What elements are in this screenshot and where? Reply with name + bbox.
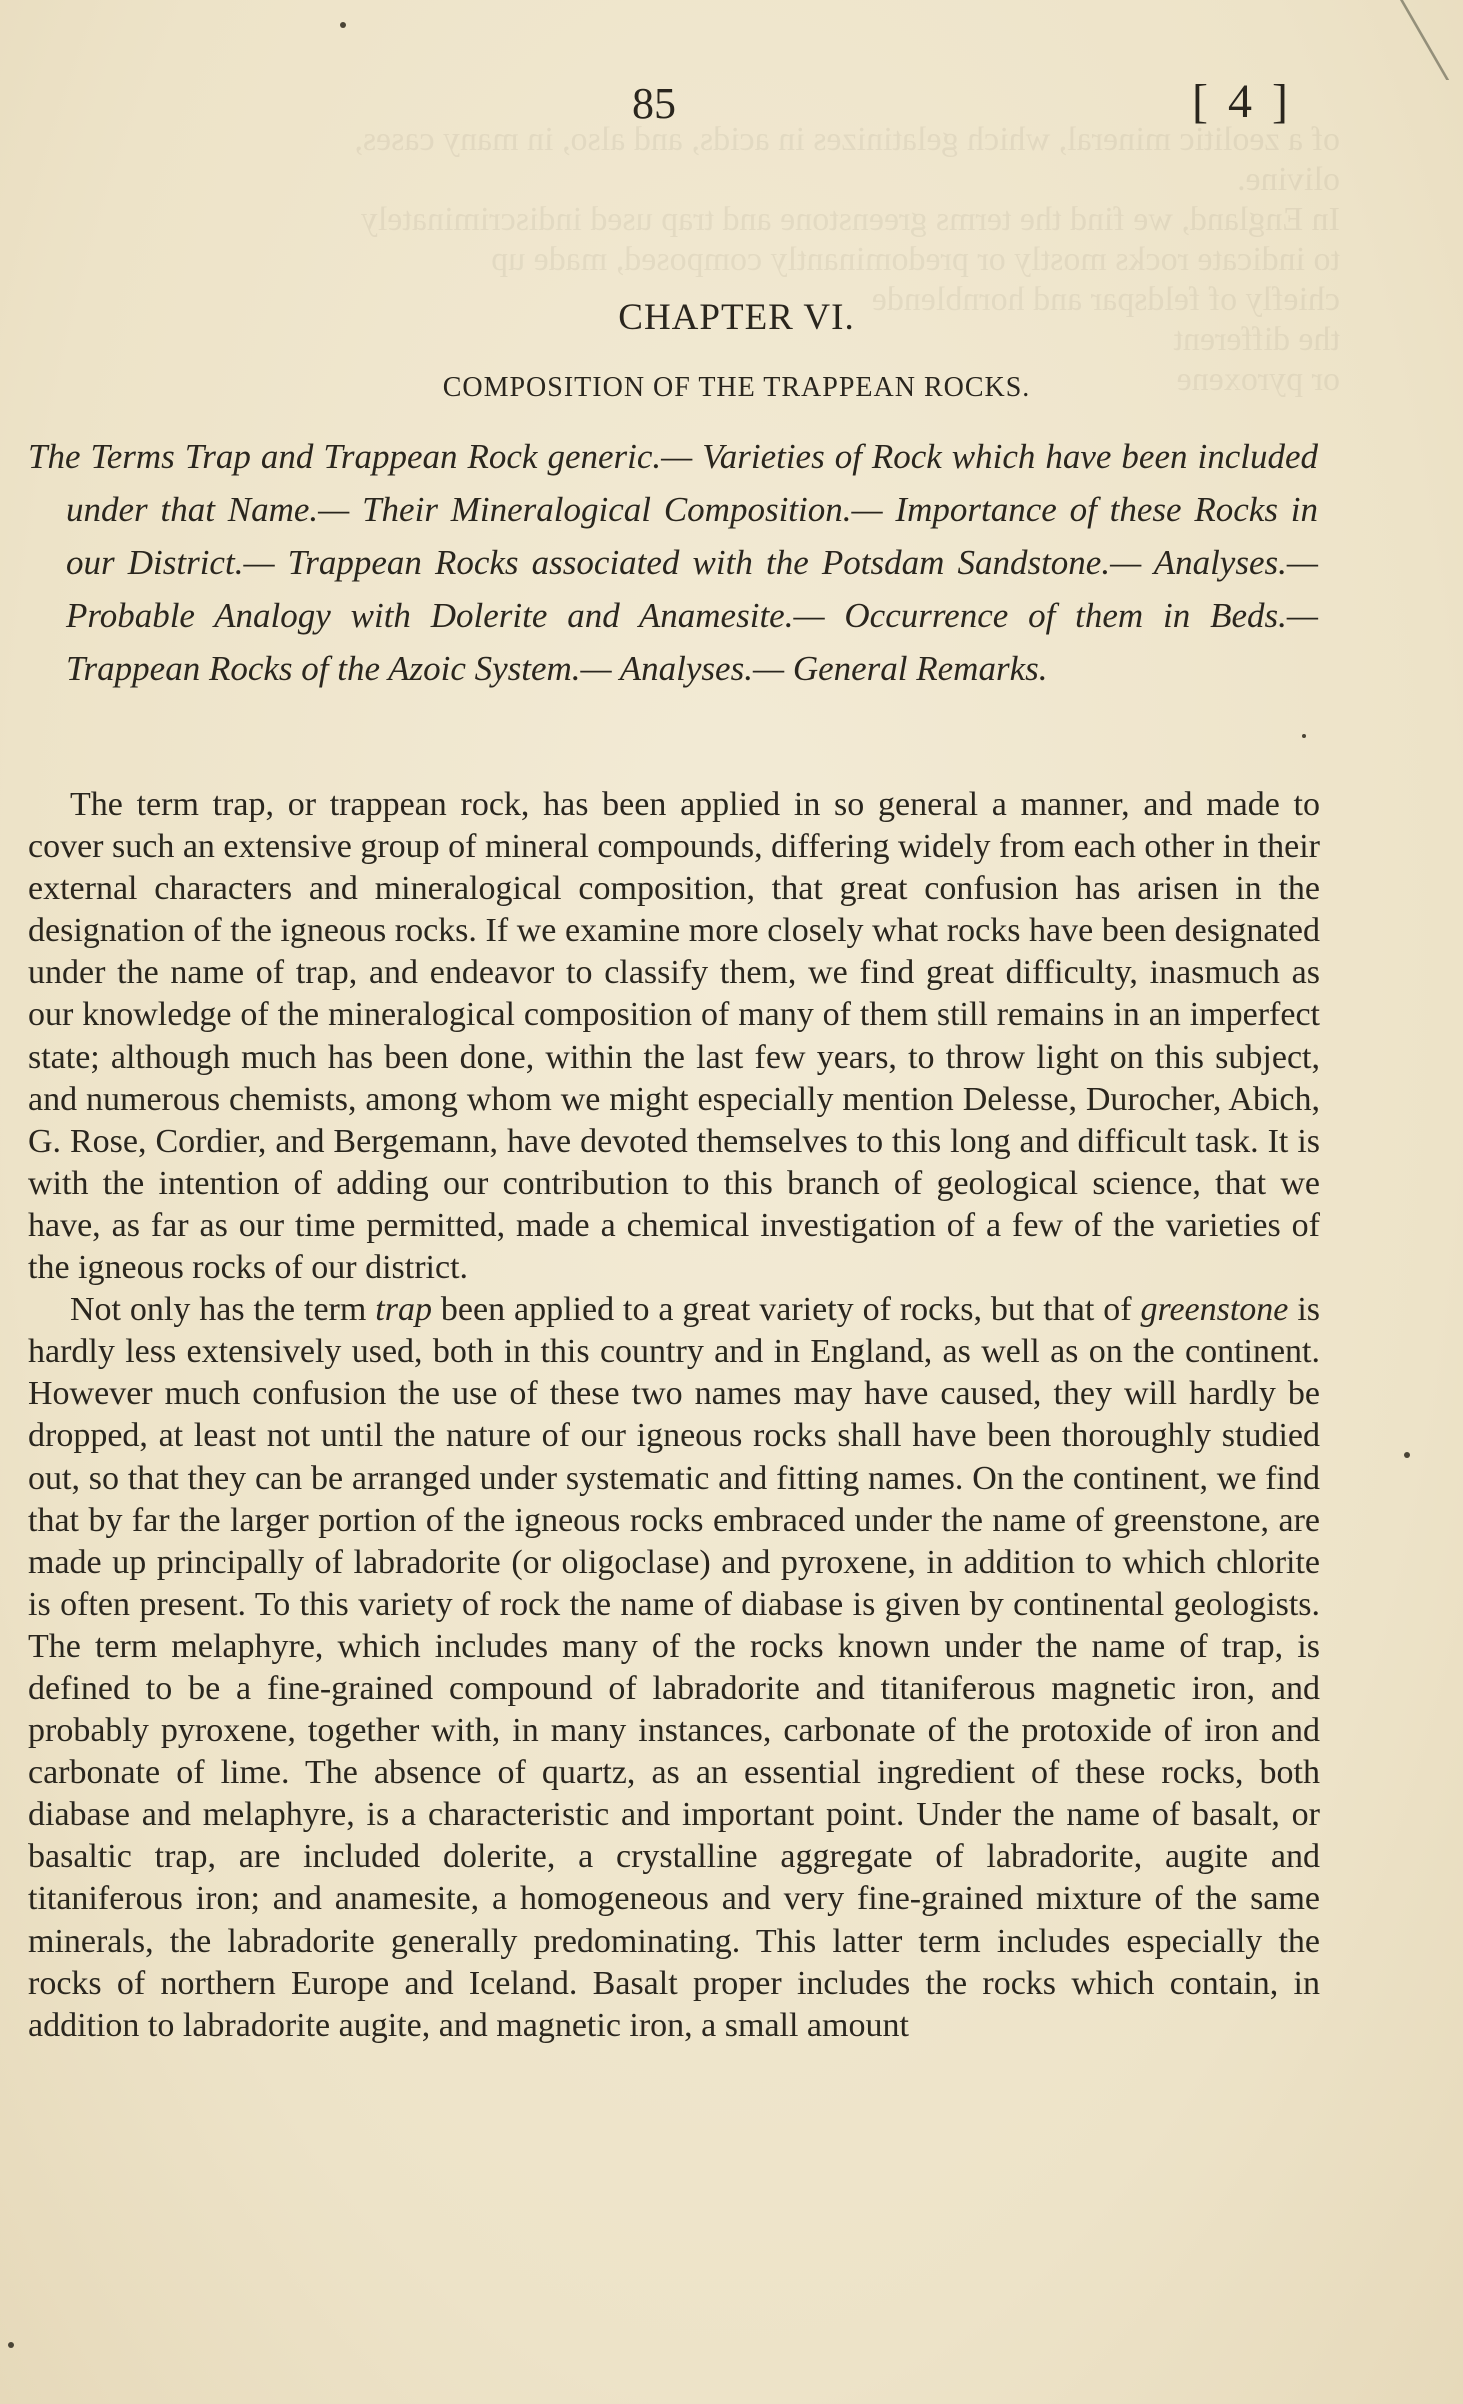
paragraph-2-part-3: is hardly less extensively used, both in this country and in England, as well as on the continent. However much confusion the use of these two names may have caused, they will hardly be dropped, at least not until the nature of our igneous rocks shall have been thoroughly studied out, so that they can be arranged under systematic and fitting names. On the continent, we find that by far the larger portion of the igneous rocks embraced under the name of greenstone, are made up principally of labradorite (or oligoclase) and pyroxene, in addition to which chlorite is often present. To this variety of rock the name of diabase is given by continental geologists. The term melaphyre, which includes many of the rocks known under the name of trap, is defined to be a fine-grained compound of labradorite and titaniferous magnetic iron, and probably pyroxene, together with, in many instances, carbonate of the protoxide of iron and carbonate of lime. The absence of quartz, as an essential ingredient of these rocks, both diabase and melaphyre, is a characteristic and important point. Under the name of basalt, or basaltic trap, are included dolerite, a crystalline aggregate of labradorite, augite and titaniferous iron; and anamesite, a homogeneous and very fine-grained mixture of the same minerals, the labradorite generally predominating. This latter term includes especially the rocks of northern Europe and Iceland. Basalt proper includes the rocks which contain, in addition to labradorite augite, and magnetic iron, a small amount <box>28 1291 1320 2044</box>
body-text <box>28 784 1320 2047</box>
paragraph-2 <box>28 1289 1320 2047</box>
ink-speck <box>340 22 346 28</box>
term-trap: trap <box>375 1291 432 1329</box>
ink-speck <box>8 2342 14 2348</box>
paragraph-2-part-1: Not only has the term <box>70 1291 376 1329</box>
paragraph-1: The term trap, or trappean rock, has been applied in so general a manner, and made to cover such an extensive group of mineral compounds, differing widely from each other in their external characters and mineralogical composition, that great confusion has arisen in the designation of the igneous rocks. If we examine more closely what rocks have been designated under the name of trap, and endeavor to classify them, we find great difficulty, inasmuch as our knowledge of the mineralogical composition of many of them still remains in an imperfect state; although much has been done, within the last few years, to throw light on this subject, and numerous chemists, among whom we might especially mention Delesse, Durocher, Abich, G. Rose, Cordier, and Bergemann, have devoted themselves to this long and difficult task. It is with the intention of adding our contribution to this branch of geological science, that we have, as far as our time permitted, made a chemical investigation of a few of the varieties of the igneous rocks of our district. <box>28 786 1320 1287</box>
ink-speck <box>1404 1452 1410 1458</box>
paragraph-2-part-2: been applied to a great variety of rocks, but that of <box>431 1291 1141 1329</box>
page-corner-fold <box>1400 0 1463 80</box>
term-greenstone: greenstone <box>1140 1291 1289 1329</box>
chapter-title: CHAPTER VI. <box>618 297 855 338</box>
chapter-subtitle: COMPOSITION OF THE TRAPPEAN ROCKS. <box>442 372 1031 403</box>
ink-speck <box>1302 734 1306 738</box>
chapter-summary <box>28 430 1318 695</box>
show-through-text: of a zeolitic mineral, which gelatinizes in acids, and also, in many cases, olivine. In England, we find the terms greenstone and trap used indiscriminately to indicate rocks mostly or predominantly composed, made up chiefly of feldspar and hornblende the different or pyroxene <box>354 121 1340 398</box>
chapter-summary-text: The Terms Trap and Trappean Rock generic.— Varieties of Rock which have been included under that Name.— Their Mineralogical Composition.— Importance of these Rocks in our District.— Trappean Rocks associated with the Potsdam Sandstone.— Analyses.— Probable Analogy with Dolerite and Anamesite.— Occurrence of them in Beds.— Trappean Rocks of the Azoic System.— Analyses.— General Remarks. <box>28 437 1318 688</box>
page-number: 85 <box>632 79 676 128</box>
signature-mark: [ 4 ] <box>1192 75 1292 128</box>
